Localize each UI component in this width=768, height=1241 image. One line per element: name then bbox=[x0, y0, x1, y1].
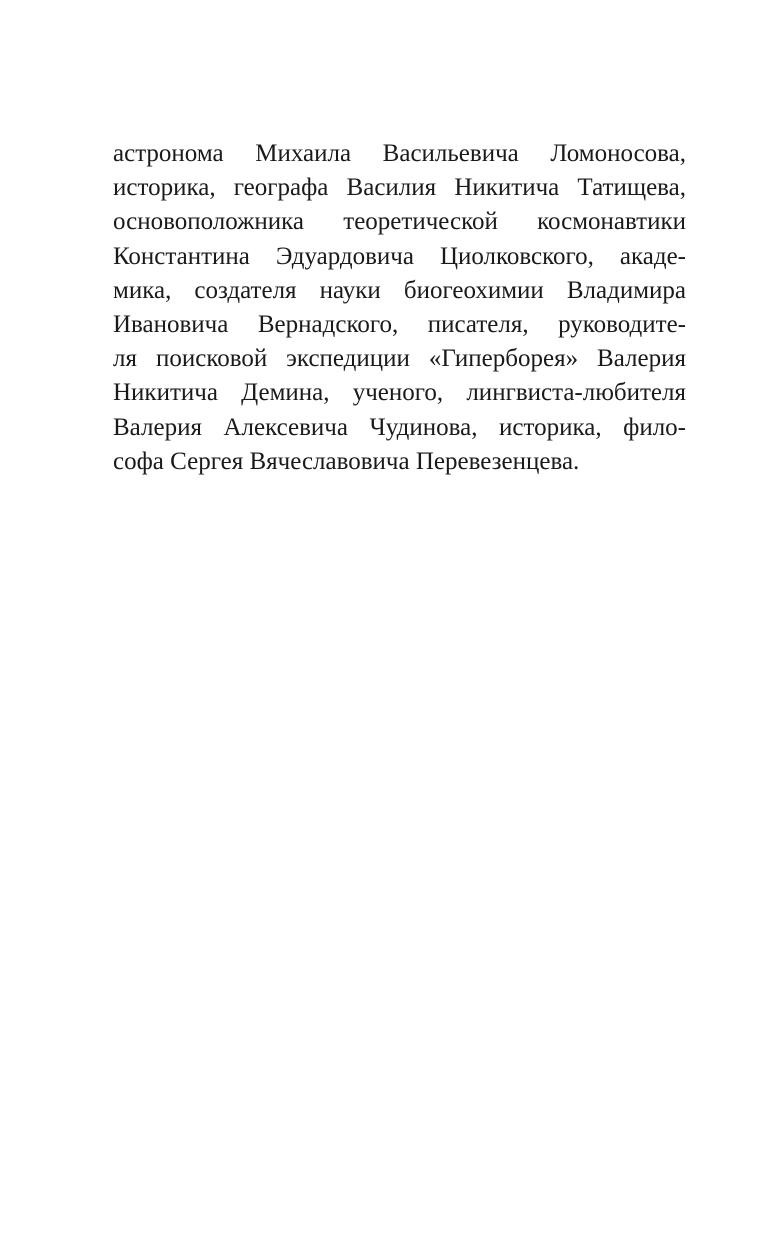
text-line-7: ля поисковой экспедиции «Гиперборея» Валерия bbox=[113, 345, 686, 373]
text-line-2: историка, географа Василия Никитича Татищева, bbox=[113, 174, 686, 202]
text-line-6: Ивановича Вернадского, писателя, руководите- bbox=[113, 310, 686, 338]
text-line-1: астронома Михаила Васильевича Ломоносова, bbox=[113, 140, 686, 167]
text-line-8: Никитича Демина, ученого, лингвиста-любителя bbox=[113, 379, 686, 407]
text-line-10: софа Сергея Вячеславовича Перевезенцева. bbox=[113, 447, 580, 475]
text-line-3: основоположника теоретической космонавтики bbox=[113, 208, 686, 236]
body-paragraph bbox=[113, 137, 686, 479]
text-line-4: Константина Эдуардовича Циолковского, акаде- bbox=[113, 242, 686, 270]
text-line-9: Валерия Алексевича Чудинова, историка, фило- bbox=[113, 413, 686, 441]
text-line-5: мика, создателя науки биогеохимии Владимира bbox=[113, 276, 686, 304]
